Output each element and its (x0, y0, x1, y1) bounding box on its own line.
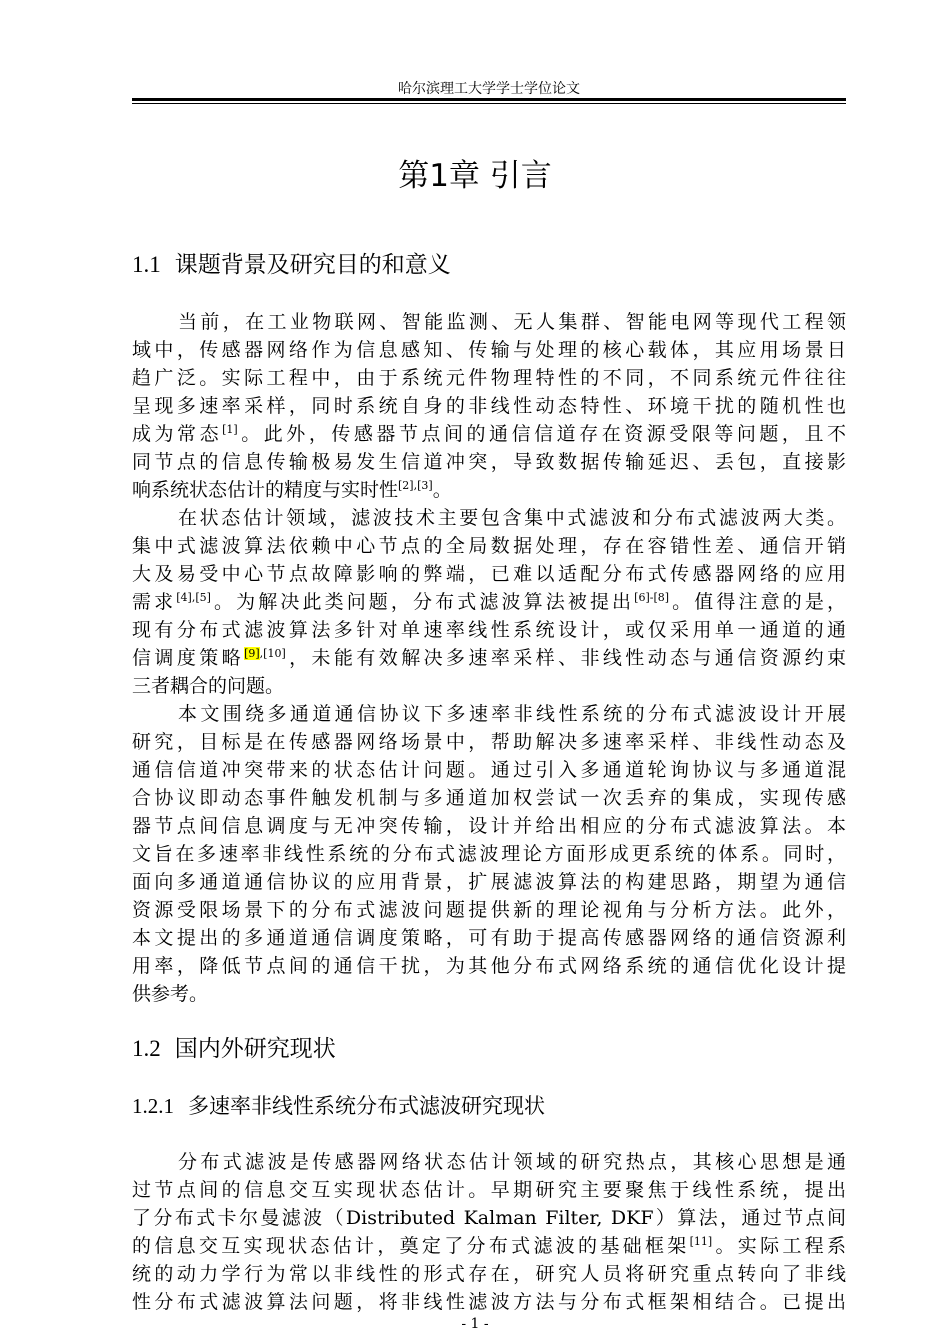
text-line: 供参考。 (132, 983, 209, 1005)
section-number: 1.1 (132, 252, 161, 277)
citation: [6]-[8] (634, 591, 670, 604)
text-span: 。实际工程系 (712, 1235, 846, 1257)
text-line: 大及易受中心节点故障影响的弊端，已难以适配分布式传感器网络的应用 (132, 563, 846, 585)
chapter-title: 第1章 引言 (398, 158, 552, 194)
section-number: 1.2.1 (132, 1094, 174, 1118)
text-line: 在状态估计领域，滤波技术主要包含集中式滤波和分布式滤波两大类。 (178, 507, 846, 529)
section-title: 多速率非线性系统分布式滤波研究现状 (188, 1094, 545, 1118)
text-span: ，未能有效解决多速率采样、非线性动态与通信资源约束 (285, 647, 846, 669)
text-line: 资源受限场景下的分布式滤波问题提供新的理论视角与分析方法。此外， (132, 899, 846, 921)
section-title: 国内外研究现状 (174, 1036, 336, 1062)
text-line: 研究，目标是在传感器网络场景中，帮助解决多速率采样、非线性动态及 (132, 731, 846, 753)
text-span: 响系统状态估计的精度与实时性 (132, 479, 399, 501)
text-line: 统的动力学行为常以非线性的形式存在，研究人员将研究重点转向了非线 (132, 1263, 846, 1285)
text-line: 当前，在工业物联网、智能监测、无人集群、智能电网等现代工程领 (178, 311, 846, 333)
text-line: 集中式滤波算法依赖中心节点的全局数据处理，存在容错性差、通信开销 (132, 535, 846, 557)
text-span: 。 (432, 479, 452, 501)
text-line: 三者耦合的问题。 (132, 675, 285, 697)
citation: [1] (222, 423, 238, 436)
section-heading-1-2 (132, 1030, 336, 1063)
citation: ,[10] (259, 647, 286, 660)
citation-highlighted: [9] (244, 647, 260, 660)
text-span: 。为解决此类问题，分布式滤波算法被提出 (210, 591, 635, 613)
text-line: 现有分布式滤波算法多针对单速率线性系统设计，或仅采用单一通道的通 (132, 619, 846, 641)
text-line: 域中，传感器网络作为信息感知、传输与处理的核心载体，其应用场景日 (132, 339, 846, 361)
text-line (132, 644, 846, 672)
text-line: 用率，降低节点间的通信干扰，为其他分布式网络系统的通信优化设计提 (132, 955, 846, 977)
text-line (132, 1232, 846, 1260)
page-number: - 1 - (461, 1316, 489, 1332)
citation: [11] (689, 1235, 713, 1248)
text-span: 成为常态 (132, 423, 223, 445)
section-heading-1-1 (132, 246, 451, 279)
text-span: 需求 (132, 591, 177, 613)
citation: [2],[3] (398, 479, 433, 492)
citation: [4],[5] (176, 591, 211, 604)
text-line: 文旨在多速率非线性系统的分布式滤波理论方面形成更系统的体系。同时， (132, 843, 846, 865)
header-rule (132, 98, 846, 104)
text-line: 呈现多速率采样，同时系统自身的非线性动态特性、环境干扰的随机性也 (132, 395, 846, 417)
text-line: 同节点的信息传输极易发生信道冲突，导致数据传输延迟、丢包，直接影 (132, 451, 846, 473)
subsection-heading-1-2-1 (132, 1090, 545, 1120)
text-line: 性分布式滤波算法问题，将非线性滤波方法与分布式框架相结合。已提出 (132, 1291, 846, 1313)
text-line: 分布式滤波是传感器网络状态估计领域的研究热点，其核心思想是通 (178, 1151, 846, 1173)
text-line: 过节点间的信息交互实现状态估计。早期研究主要聚焦于线性系统，提出 (132, 1179, 846, 1201)
text-line: 了分布式卡尔曼滤波（Distributed Kalman Filter, DKF）算法，通过节点间 (132, 1207, 846, 1229)
text-line: 本文围绕多通道通信协议下多速率非线性系统的分布式滤波设计开展 (178, 703, 846, 725)
running-header: 哈尔滨理工大学学士学位论文 (398, 81, 580, 97)
text-span: 。此外，传感器节点间的通信信道存在资源受限等问题，且不 (237, 423, 846, 445)
text-line (132, 420, 846, 448)
text-line: 通信信道冲突带来的状态估计问题。通过引入多通道轮询协议与多通道混 (132, 759, 846, 781)
section-number: 1.2 (132, 1036, 161, 1061)
text-line (132, 588, 846, 616)
text-line (132, 476, 846, 504)
section-title: 课题背景及研究目的和意义 (174, 252, 451, 278)
text-line: 本文提出的多通道通信调度策略，可有助于提高传感器网络的通信资源利 (132, 927, 846, 949)
text-line: 面向多通道通信协议的应用背景，扩展滤波算法的构建思路，期望为通信 (132, 871, 846, 893)
text-span: 的信息交互实现状态估计，奠定了分布式滤波的基础框架 (132, 1235, 690, 1257)
text-line: 器节点间信息调度与无冲突传输，设计并给出相应的分布式滤波算法。本 (132, 815, 846, 837)
text-line: 合协议即动态事件触发机制与多通道加权尝试一次丢弃的集成，实现传感 (132, 787, 846, 809)
text-span: 。值得注意的是， (669, 591, 846, 613)
text-line: 趋广泛。实际工程中，由于系统元件物理特性的不同，不同系统元件往往 (132, 367, 846, 389)
text-span: 信调度策略 (132, 647, 245, 669)
